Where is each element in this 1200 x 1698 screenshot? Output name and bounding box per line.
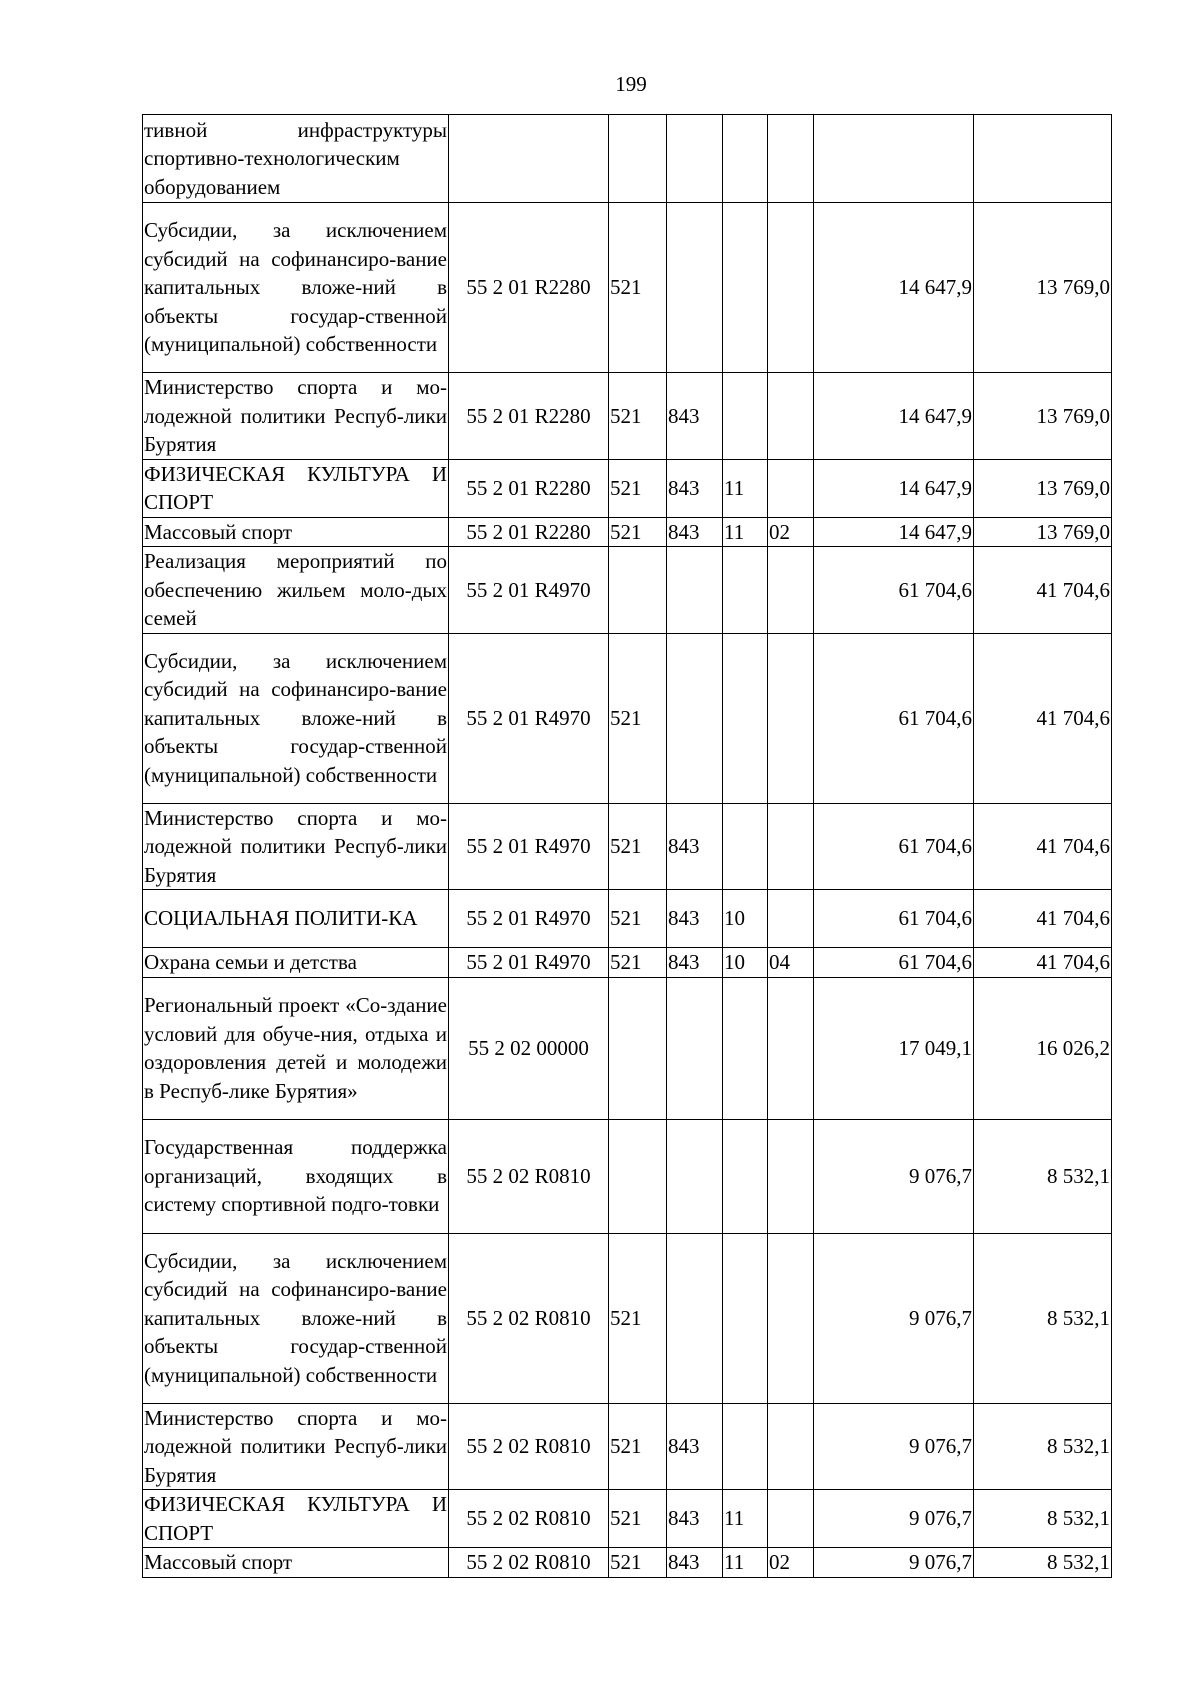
expense-type-cell: 521 — [609, 1548, 667, 1578]
amount-year1-cell: 9 076,7 — [814, 1403, 974, 1490]
expense-type-cell — [609, 547, 667, 634]
amount-year1-cell: 14 647,9 — [814, 203, 974, 373]
table-row — [143, 633, 1112, 803]
subsection-cell — [768, 203, 814, 373]
amount-year2-cell — [974, 115, 1112, 203]
expense-type-cell: 521 — [609, 633, 667, 803]
target-code-cell — [449, 115, 609, 203]
expense-type-cell: 521 — [609, 890, 667, 948]
amount-year2-cell: 8 532,1 — [974, 1119, 1112, 1233]
amount-year2-cell: 13 769,0 — [974, 373, 1112, 460]
row-name-cell: ФИЗИЧЕСКАЯ КУЛЬТУРА И СПОРТ — [143, 1490, 449, 1548]
target-code-cell: 55 2 01 R2280 — [449, 459, 609, 517]
subsection-cell — [768, 373, 814, 460]
table-row — [143, 1490, 1112, 1548]
grbs-cell — [667, 633, 723, 803]
row-name-cell: Государственная поддержка организаций, входящих в систему спортивной подго-товки — [143, 1119, 449, 1233]
subsection-cell — [768, 890, 814, 948]
amount-year1-cell: 17 049,1 — [814, 977, 974, 1119]
expense-type-cell: 521 — [609, 1490, 667, 1548]
row-name-cell: СОЦИАЛЬНАЯ ПОЛИТИ-КА — [143, 890, 449, 948]
section-cell — [723, 115, 768, 203]
amount-year1-cell: 14 647,9 — [814, 517, 974, 547]
expense-type-cell: 521 — [609, 203, 667, 373]
grbs-cell: 843 — [667, 890, 723, 948]
grbs-cell: 843 — [667, 517, 723, 547]
section-cell — [723, 977, 768, 1119]
row-name-cell: Министерство спорта и мо-лодежной политики Респуб-лики Бурятия — [143, 1403, 449, 1490]
target-code-cell: 55 2 02 R0810 — [449, 1233, 609, 1403]
subsection-cell — [768, 459, 814, 517]
amount-year2-cell: 13 769,0 — [974, 459, 1112, 517]
table-row — [143, 1233, 1112, 1403]
subsection-cell — [768, 115, 814, 203]
table-row — [143, 373, 1112, 460]
table-row — [143, 115, 1112, 203]
row-name-cell: ФИЗИЧЕСКАЯ КУЛЬТУРА И СПОРТ — [143, 459, 449, 517]
section-cell: 11 — [723, 1548, 768, 1578]
amount-year2-cell: 8 532,1 — [974, 1233, 1112, 1403]
amount-year2-cell: 13 769,0 — [974, 203, 1112, 373]
grbs-cell: 843 — [667, 1548, 723, 1578]
table-body — [143, 115, 1112, 1578]
row-name-cell: тивной инфраструктуры спортивно-технологическим оборудованием — [143, 115, 449, 203]
budget-table — [142, 114, 1112, 1578]
amount-year2-cell: 41 704,6 — [974, 547, 1112, 634]
subsection-cell — [768, 547, 814, 634]
section-cell — [723, 1233, 768, 1403]
grbs-cell — [667, 547, 723, 634]
subsection-cell — [768, 1403, 814, 1490]
grbs-cell — [667, 203, 723, 373]
section-cell — [723, 203, 768, 373]
row-name-cell: Реализация мероприятий по обеспечению жильем моло-дых семей — [143, 547, 449, 634]
amount-year1-cell: 61 704,6 — [814, 948, 974, 978]
table-row — [143, 203, 1112, 373]
grbs-cell — [667, 977, 723, 1119]
target-code-cell: 55 2 01 R2280 — [449, 373, 609, 460]
row-name-cell: Субсидии, за исключением субсидий на софинансиро-вание капитальных вложе-ний в объекты государ-ственной (муниципальной) собственности — [143, 203, 449, 373]
target-code-cell: 55 2 02 R0810 — [449, 1403, 609, 1490]
section-cell: 10 — [723, 948, 768, 978]
target-code-cell: 55 2 01 R4970 — [449, 803, 609, 890]
target-code-cell: 55 2 01 R2280 — [449, 517, 609, 547]
amount-year1-cell: 9 076,7 — [814, 1119, 974, 1233]
expense-type-cell — [609, 977, 667, 1119]
target-code-cell: 55 2 01 R4970 — [449, 948, 609, 978]
target-code-cell: 55 2 02 00000 — [449, 977, 609, 1119]
grbs-cell: 843 — [667, 1403, 723, 1490]
target-code-cell: 55 2 01 R4970 — [449, 890, 609, 948]
section-cell — [723, 803, 768, 890]
table-row — [143, 977, 1112, 1119]
section-cell: 10 — [723, 890, 768, 948]
grbs-cell: 843 — [667, 1490, 723, 1548]
grbs-cell: 843 — [667, 803, 723, 890]
expense-type-cell: 521 — [609, 1233, 667, 1403]
row-name-cell: Субсидии, за исключением субсидий на софинансиро-вание капитальных вложе-ний в объекты государ-ственной (муниципальной) собственности — [143, 633, 449, 803]
section-cell: 11 — [723, 1490, 768, 1548]
amount-year2-cell: 8 532,1 — [974, 1403, 1112, 1490]
target-code-cell: 55 2 02 R0810 — [449, 1490, 609, 1548]
subsection-cell: 04 — [768, 948, 814, 978]
section-cell — [723, 633, 768, 803]
table-row — [143, 890, 1112, 948]
amount-year1-cell: 9 076,7 — [814, 1490, 974, 1548]
subsection-cell — [768, 1490, 814, 1548]
expense-type-cell: 521 — [609, 373, 667, 460]
expense-type-cell: 521 — [609, 948, 667, 978]
section-cell — [723, 547, 768, 634]
table-row — [143, 517, 1112, 547]
subsection-cell — [768, 1119, 814, 1233]
amount-year1-cell: 61 704,6 — [814, 547, 974, 634]
row-name-cell: Массовый спорт — [143, 517, 449, 547]
table-row — [143, 1548, 1112, 1578]
row-name-cell: Охрана семьи и детства — [143, 948, 449, 978]
row-name-cell: Массовый спорт — [143, 1548, 449, 1578]
amount-year2-cell: 8 532,1 — [974, 1548, 1112, 1578]
row-name-cell: Субсидии, за исключением субсидий на софинансиро-вание капитальных вложе-ний в объекты государ-ственной (муниципальной) собственности — [143, 1233, 449, 1403]
grbs-cell — [667, 115, 723, 203]
target-code-cell: 55 2 02 R0810 — [449, 1548, 609, 1578]
amount-year1-cell: 9 076,7 — [814, 1548, 974, 1578]
section-cell — [723, 1119, 768, 1233]
table-row — [143, 459, 1112, 517]
amount-year1-cell: 14 647,9 — [814, 459, 974, 517]
subsection-cell: 02 — [768, 517, 814, 547]
table-row — [143, 1403, 1112, 1490]
grbs-cell: 843 — [667, 459, 723, 517]
target-code-cell: 55 2 01 R4970 — [449, 633, 609, 803]
amount-year1-cell: 9 076,7 — [814, 1233, 974, 1403]
subsection-cell — [768, 1233, 814, 1403]
expense-type-cell: 521 — [609, 459, 667, 517]
table-row — [143, 803, 1112, 890]
amount-year2-cell: 41 704,6 — [974, 633, 1112, 803]
grbs-cell — [667, 1119, 723, 1233]
amount-year2-cell: 41 704,6 — [974, 948, 1112, 978]
grbs-cell: 843 — [667, 948, 723, 978]
table-row — [143, 547, 1112, 634]
amount-year1-cell: 61 704,6 — [814, 803, 974, 890]
subsection-cell — [768, 633, 814, 803]
amount-year1-cell: 61 704,6 — [814, 890, 974, 948]
subsection-cell — [768, 803, 814, 890]
target-code-cell: 55 2 02 R0810 — [449, 1119, 609, 1233]
amount-year1-cell: 61 704,6 — [814, 633, 974, 803]
grbs-cell: 843 — [667, 373, 723, 460]
amount-year1-cell — [814, 115, 974, 203]
expense-type-cell — [609, 1119, 667, 1233]
table-row — [143, 1119, 1112, 1233]
expense-type-cell: 521 — [609, 517, 667, 547]
row-name-cell: Министерство спорта и мо-лодежной политики Респуб-лики Бурятия — [143, 373, 449, 460]
amount-year2-cell: 16 026,2 — [974, 977, 1112, 1119]
row-name-cell: Региональный проект «Со-здание условий для обуче-ния, отдыха и оздоровления детей и молодежи в Респуб-лике Бурятия» — [143, 977, 449, 1119]
target-code-cell: 55 2 01 R2280 — [449, 203, 609, 373]
target-code-cell: 55 2 01 R4970 — [449, 547, 609, 634]
section-cell: 11 — [723, 517, 768, 547]
amount-year2-cell: 41 704,6 — [974, 803, 1112, 890]
grbs-cell — [667, 1233, 723, 1403]
page-number: 199 — [615, 72, 647, 96]
section-cell — [723, 373, 768, 460]
section-cell: 11 — [723, 459, 768, 517]
row-name-cell: Министерство спорта и мо-лодежной политики Респуб-лики Бурятия — [143, 803, 449, 890]
amount-year2-cell: 41 704,6 — [974, 890, 1112, 948]
subsection-cell — [768, 977, 814, 1119]
expense-type-cell: 521 — [609, 803, 667, 890]
section-cell — [723, 1403, 768, 1490]
amount-year2-cell: 8 532,1 — [974, 1490, 1112, 1548]
expense-type-cell: 521 — [609, 1403, 667, 1490]
amount-year2-cell: 13 769,0 — [974, 517, 1112, 547]
table-row — [143, 948, 1112, 978]
subsection-cell: 02 — [768, 1548, 814, 1578]
amount-year1-cell: 14 647,9 — [814, 373, 974, 460]
expense-type-cell — [609, 115, 667, 203]
